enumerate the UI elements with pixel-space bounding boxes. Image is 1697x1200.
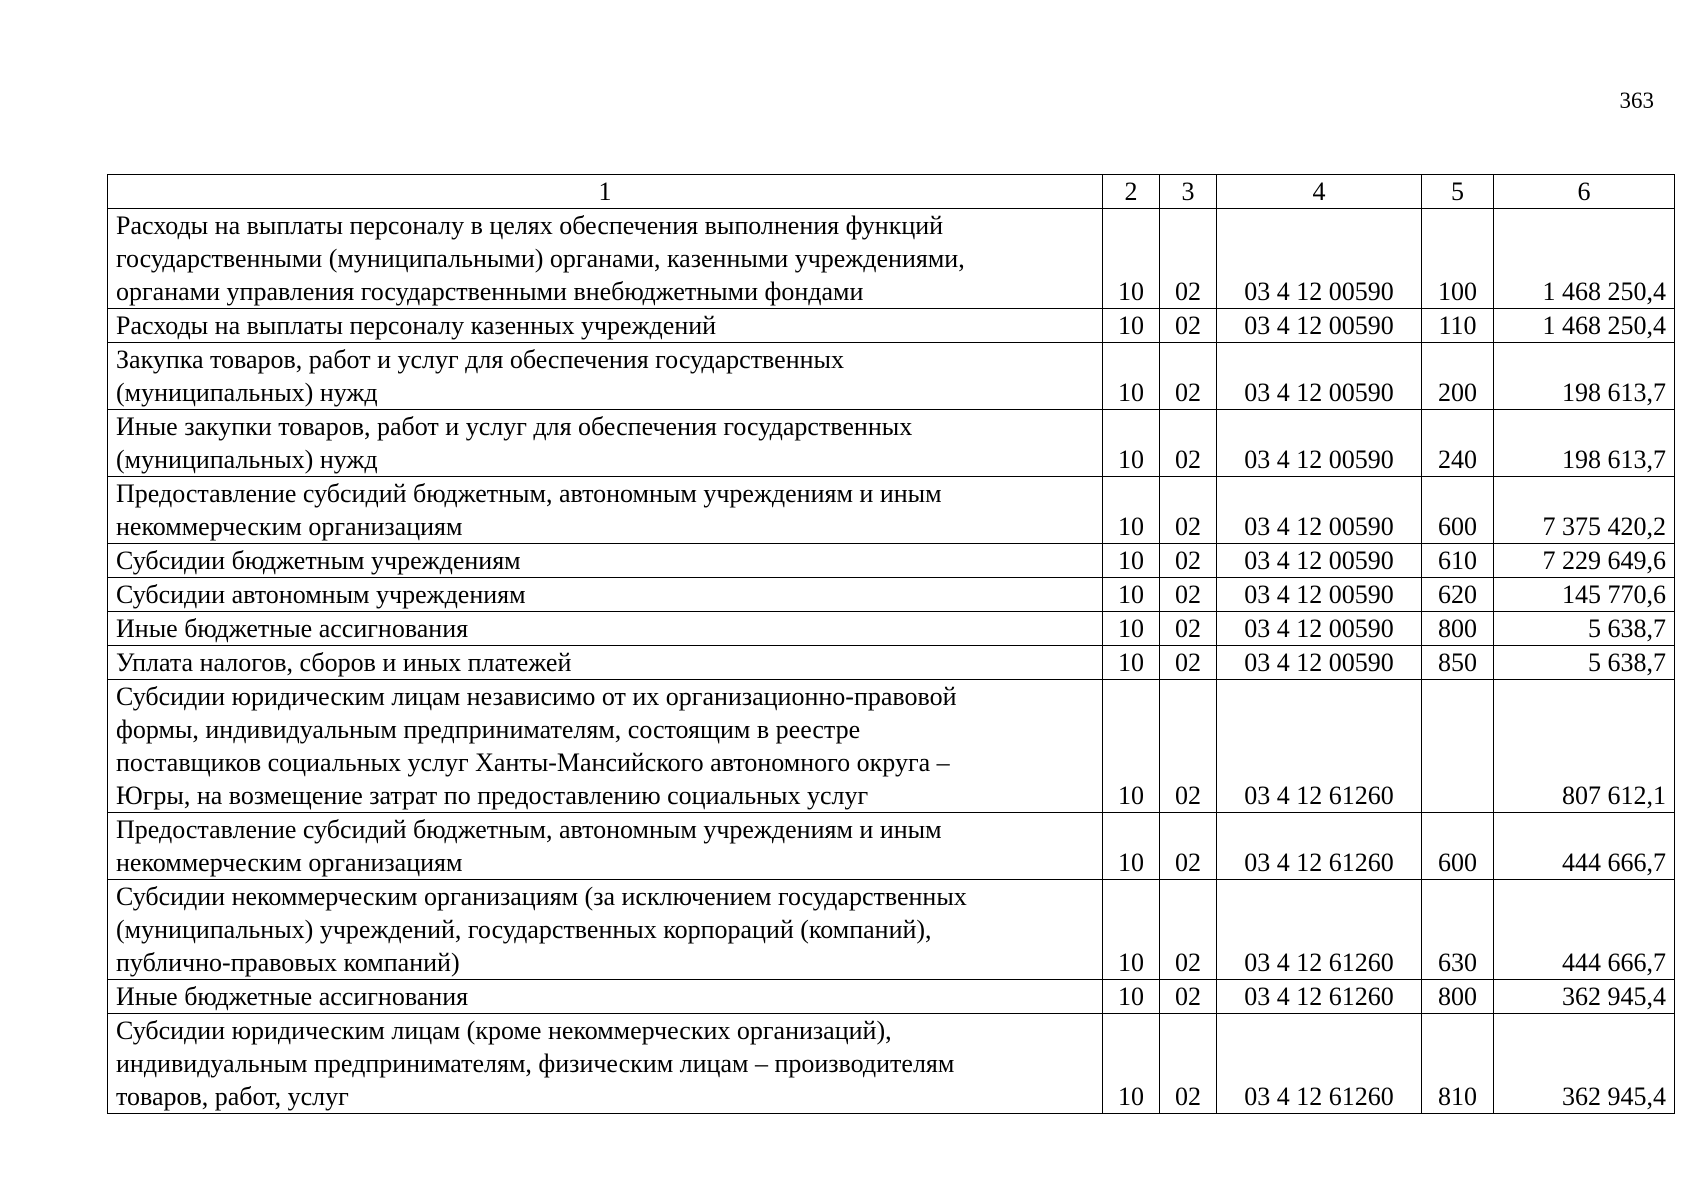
amount-cell: 5 638,7: [1494, 646, 1675, 680]
section-code-cell: 10: [1103, 880, 1160, 980]
table-row: [108, 343, 1675, 410]
row-name-line: Субсидии некоммерческим организациям (за исключением государственных: [116, 882, 967, 911]
amount-cell: 198 613,7: [1494, 343, 1675, 410]
expense-type-cell: 610: [1422, 544, 1494, 578]
row-name-line: некоммерческим организациям: [116, 512, 463, 541]
amount-cell: 7 229 649,6: [1494, 544, 1675, 578]
row-name-cell: [108, 410, 1103, 477]
target-article-cell: 03 4 12 61260: [1217, 680, 1422, 813]
row-name-line: публично-правовых компаний): [116, 948, 460, 977]
row-name-cell: [108, 880, 1103, 980]
section-code-cell: 10: [1103, 646, 1160, 680]
section-code-cell: 10: [1103, 477, 1160, 544]
section-code-cell: 10: [1103, 813, 1160, 880]
row-name-cell: [108, 680, 1103, 813]
expense-type-cell: 110: [1422, 309, 1494, 343]
table-row: [108, 646, 1675, 680]
table-row: [108, 477, 1675, 544]
row-name-cell: [108, 343, 1103, 410]
expense-type-cell: 240: [1422, 410, 1494, 477]
row-name-cell: [108, 646, 1103, 680]
target-article-cell: 03 4 12 00590: [1217, 410, 1422, 477]
target-article-cell: 03 4 12 61260: [1217, 813, 1422, 880]
section-code-cell: 10: [1103, 410, 1160, 477]
target-article-cell: 03 4 12 00590: [1217, 477, 1422, 544]
row-name-line: Субсидии юридическим лицам (кроме некоммерческих организаций),: [116, 1016, 892, 1045]
amount-cell: 7 375 420,2: [1494, 477, 1675, 544]
subsection-code-cell: 02: [1160, 578, 1217, 612]
row-name-cell: [108, 980, 1103, 1014]
expense-type-cell: [1422, 680, 1494, 813]
column-header: 1: [108, 175, 1103, 209]
subsection-code-cell: 02: [1160, 813, 1217, 880]
row-name-line: Субсидии юридическим лицам независимо от их организационно-правовой: [116, 682, 957, 711]
amount-cell: 444 666,7: [1494, 880, 1675, 980]
expense-type-cell: 800: [1422, 612, 1494, 646]
row-name-line: некоммерческим организациям: [116, 848, 463, 877]
row-name-line: (муниципальных) нужд: [116, 378, 378, 407]
subsection-code-cell: 02: [1160, 612, 1217, 646]
row-name-line: Иные закупки товаров, работ и услуг для обеспечения государственных: [116, 412, 913, 441]
table-row: [108, 980, 1675, 1014]
expense-type-cell: 850: [1422, 646, 1494, 680]
section-code-cell: 10: [1103, 309, 1160, 343]
row-name-line: товаров, работ, услуг: [116, 1082, 349, 1111]
table-row: [108, 880, 1675, 980]
table-row: [108, 578, 1675, 612]
subsection-code-cell: 02: [1160, 209, 1217, 309]
section-code-cell: 10: [1103, 209, 1160, 309]
section-code-cell: 10: [1103, 612, 1160, 646]
section-code-cell: 10: [1103, 680, 1160, 813]
amount-cell: 362 945,4: [1494, 980, 1675, 1014]
subsection-code-cell: 02: [1160, 477, 1217, 544]
target-article-cell: 03 4 12 00590: [1217, 544, 1422, 578]
section-code-cell: 10: [1103, 1014, 1160, 1114]
row-name-line: (муниципальных) нужд: [116, 445, 378, 474]
row-name-cell: [108, 477, 1103, 544]
table-row: [108, 209, 1675, 309]
amount-cell: 444 666,7: [1494, 813, 1675, 880]
row-name-line: Расходы на выплаты персоналу казенных учреждений: [116, 311, 717, 340]
row-name-line: Расходы на выплаты персоналу в целях обеспечения выполнения функций: [116, 211, 944, 240]
page-number: 363: [1619, 88, 1654, 113]
expense-type-cell: 620: [1422, 578, 1494, 612]
target-article-cell: 03 4 12 00590: [1217, 578, 1422, 612]
row-name-line: Закупка товаров, работ и услуг для обеспечения государственных: [116, 345, 845, 374]
row-name-cell: [108, 309, 1103, 343]
table-row: [108, 1014, 1675, 1114]
row-name-line: формы, индивидуальным предпринимателям, состоящим в реестре: [116, 715, 861, 744]
row-name-line: Предоставление субсидий бюджетным, автономным учреждениям и иным: [116, 815, 942, 844]
column-header: 4: [1217, 175, 1422, 209]
expense-type-cell: 100: [1422, 209, 1494, 309]
section-code-cell: 10: [1103, 544, 1160, 578]
amount-cell: 807 612,1: [1494, 680, 1675, 813]
amount-cell: 145 770,6: [1494, 578, 1675, 612]
subsection-code-cell: 02: [1160, 680, 1217, 813]
subsection-code-cell: 02: [1160, 646, 1217, 680]
table-row: [108, 680, 1675, 813]
subsection-code-cell: 02: [1160, 343, 1217, 410]
table-row: [108, 813, 1675, 880]
expense-type-cell: 810: [1422, 1014, 1494, 1114]
row-name-line: (муниципальных) учреждений, государственных корпораций (компаний),: [116, 915, 932, 944]
expense-type-cell: 800: [1422, 980, 1494, 1014]
table-body: [108, 209, 1675, 1114]
target-article-cell: 03 4 12 61260: [1217, 880, 1422, 980]
subsection-code-cell: 02: [1160, 980, 1217, 1014]
row-name-line: Субсидии бюджетным учреждениям: [116, 546, 521, 575]
column-header: 3: [1160, 175, 1217, 209]
subsection-code-cell: 02: [1160, 880, 1217, 980]
section-code-cell: 10: [1103, 343, 1160, 410]
subsection-code-cell: 02: [1160, 410, 1217, 477]
table-row: [108, 612, 1675, 646]
row-name-cell: [108, 813, 1103, 880]
expense-type-cell: 600: [1422, 813, 1494, 880]
expense-type-cell: 600: [1422, 477, 1494, 544]
column-header: 2: [1103, 175, 1160, 209]
row-name-line: Иные бюджетные ассигнования: [116, 982, 469, 1011]
row-name-line: поставщиков социальных услуг Ханты-Мансийского автономного округа –: [116, 748, 950, 777]
subsection-code-cell: 02: [1160, 309, 1217, 343]
target-article-cell: 03 4 12 00590: [1217, 343, 1422, 410]
header-row: [108, 175, 1675, 209]
target-article-cell: 03 4 12 61260: [1217, 980, 1422, 1014]
row-name-line: индивидуальным предпринимателям, физическим лицам – производителям: [116, 1049, 955, 1078]
row-name-line: органами управления государственными внебюджетными фондами: [116, 277, 864, 306]
subsection-code-cell: 02: [1160, 1014, 1217, 1114]
row-name-cell: [108, 209, 1103, 309]
target-article-cell: 03 4 12 00590: [1217, 209, 1422, 309]
amount-cell: 1 468 250,4: [1494, 209, 1675, 309]
target-article-cell: 03 4 12 00590: [1217, 646, 1422, 680]
row-name-cell: [108, 544, 1103, 578]
column-header: 6: [1494, 175, 1675, 209]
amount-cell: 198 613,7: [1494, 410, 1675, 477]
table-row: [108, 544, 1675, 578]
expense-type-cell: 200: [1422, 343, 1494, 410]
row-name-line: Югры, на возмещение затрат по предоставлению социальных услуг: [116, 781, 869, 810]
row-name-line: Субсидии автономным учреждениям: [116, 580, 526, 609]
amount-cell: 362 945,4: [1494, 1014, 1675, 1114]
section-code-cell: 10: [1103, 578, 1160, 612]
target-article-cell: 03 4 12 00590: [1217, 612, 1422, 646]
target-article-cell: 03 4 12 61260: [1217, 1014, 1422, 1114]
row-name-cell: [108, 612, 1103, 646]
section-code-cell: 10: [1103, 980, 1160, 1014]
row-name-line: государственными (муниципальными) органами, казенными учреждениями,: [116, 244, 965, 273]
row-name-cell: [108, 578, 1103, 612]
expense-type-cell: 630: [1422, 880, 1494, 980]
amount-cell: 1 468 250,4: [1494, 309, 1675, 343]
row-name-line: Предоставление субсидий бюджетным, автономным учреждениям и иным: [116, 479, 942, 508]
row-name-cell: [108, 1014, 1103, 1114]
table-row: [108, 410, 1675, 477]
amount-cell: 5 638,7: [1494, 612, 1675, 646]
row-name-line: Уплата налогов, сборов и иных платежей: [116, 648, 572, 677]
subsection-code-cell: 02: [1160, 544, 1217, 578]
row-name-line: Иные бюджетные ассигнования: [116, 614, 469, 643]
target-article-cell: 03 4 12 00590: [1217, 309, 1422, 343]
table-row: [108, 309, 1675, 343]
budget-table: [107, 174, 1675, 1114]
column-header: 5: [1422, 175, 1494, 209]
